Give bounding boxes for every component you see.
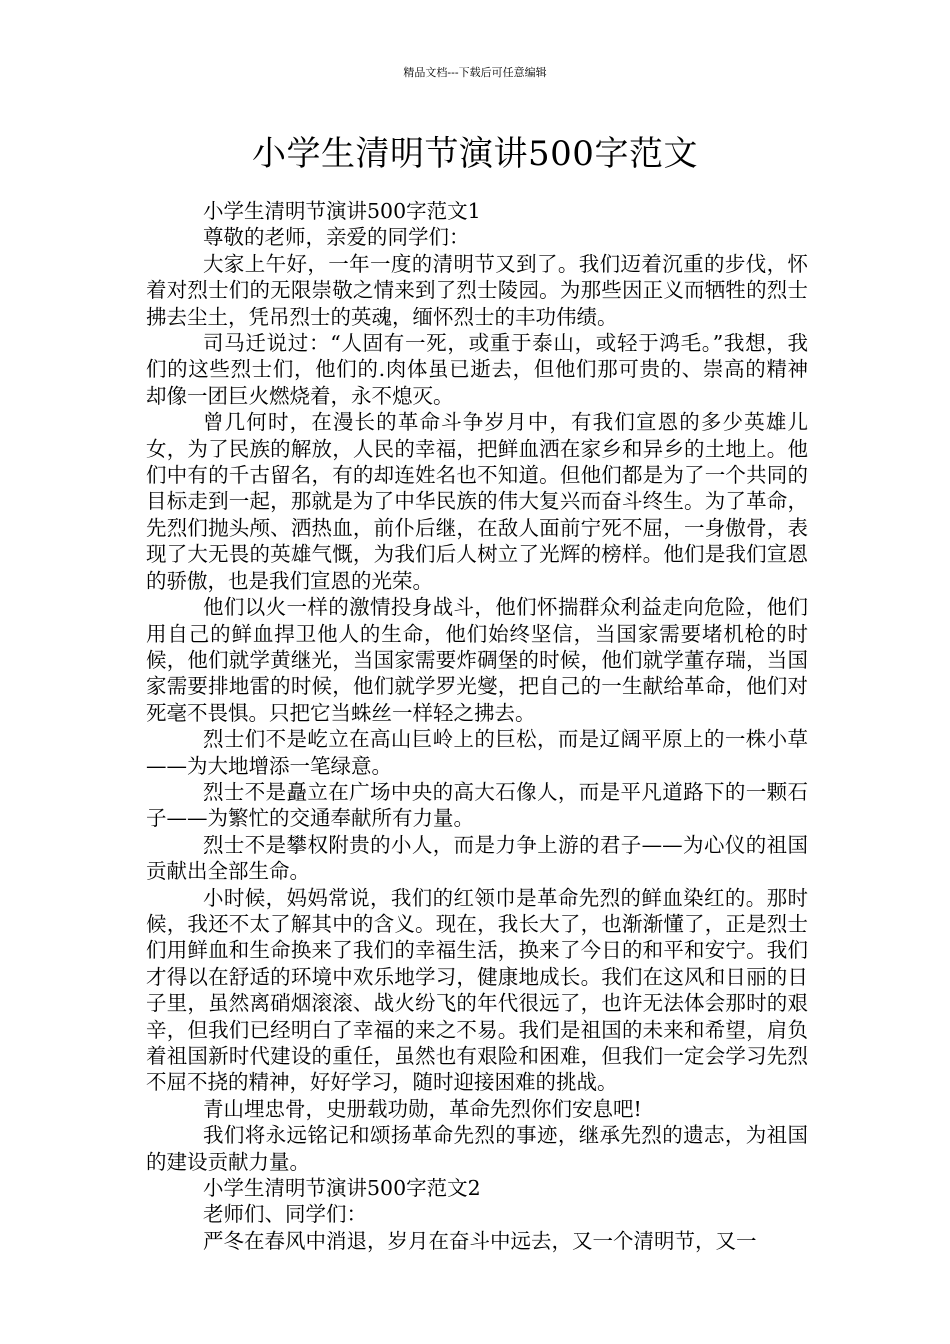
page-title: 小学生清明节演讲500字范文 <box>252 134 698 174</box>
paragraph: 烈士不是矗立在广场中央的高大石像人，而是平凡道路下的一颗石子——为繁忙的交通奉献所有力量。 <box>146 779 808 831</box>
subtitle-2: 小学生清明节演讲500字范文2 <box>203 1176 481 1201</box>
salutation-2: 老师们、同学们： <box>203 1202 367 1227</box>
paragraph: 曾几何时，在漫长的革命斗争岁月中，有我们宣恩的多少英雄儿女，为了民族的解放，人民的幸福，把鲜血洒在家乡和异乡的土地上。他们中有的千古留名，有的却连姓名也不知道。但他们都是为了一个共同的目标走到一起，那就是为了中华民族的伟大复兴而奋斗终生。为了革命，先烈们抛头颅、洒热血，前仆后继，在敌人面前宁死不屈，一身傲骨，表现了大无畏的英雄气慨，为我们后人树立了光辉的榜样。他们是我们宣恩的骄傲，也是我们宣恩的光荣。 <box>146 410 808 593</box>
paragraph: 我们将永远铭记和颂扬革命先烈的事迹，继承先烈的遗志，为祖国的建设贡献力量。 <box>146 1123 808 1174</box>
subtitle-1: 小学生清明节演讲500字范文1 <box>203 199 481 223</box>
paragraph: 青山埋忠骨，史册载功勋，革命先烈你们安息吧! <box>203 1096 642 1121</box>
paragraph: 烈士不是攀权附贵的小人，而是力争上游的君子——为心仪的祖国贡献出全部生命。 <box>146 832 808 884</box>
paragraph: 烈士们不是屹立在高山巨岭上的巨松，而是辽阔平原上的一株小草——为大地增添一笔绿意。 <box>146 727 808 778</box>
salutation-1: 尊敬的老师，亲爱的同学们： <box>203 225 470 250</box>
paragraph: 小时候，妈妈常说，我们的红领巾是革命先烈的鲜血染红的。那时候，我还不太了解其中的含义。现在，我长大了，也渐渐懂了，正是烈士们用鲜血和生命换来了我们的幸福生活，换来了今日的和平和安宁。我们才得以在舒适的环境中欢乐地学习，健康地成长。我们在这风和日丽的日子里，虽然离硝烟滚滚、战火纷飞的年代很远了，也许无法体会那时的艰辛，但我们已经明白了幸福的来之不易。我们是祖国的未来和希望，肩负着祖国新时代建设的重任，虽然也有艰险和困难，但我们一定会学习先烈不屈不挠的精神，好好学习，随时迎接困难的挑战。 <box>146 885 808 1095</box>
paragraph: 大家上午好，一年一度的清明节又到了。我们迈着沉重的步伐，怀着对烈士们的无限崇敬之情来到了烈士陵园。为那些因正义而牺牲的烈士拂去尘土，凭吊烈士的英魂，缅怀烈士的丰功伟绩。 <box>146 251 808 329</box>
paragraph: 他们以火一样的激情投身战斗，他们怀揣群众利益走向危险，他们用自己的鲜血捍卫他人的生命，他们始终坚信，当国家需要堵机枪的时候，他们就学黄继光，当国家需要炸碉堡的时候，他们就学董存瑞，当国家需要排地雷的时候，他们就学罗光燮，把自己的一生献给革命，他们对死毫不畏惧。只把它当蛛丝一样轻之拂去。 <box>146 595 808 725</box>
paragraph: 严冬在春风中消退，岁月在奋斗中远去，又一个清明节，又一 <box>203 1228 757 1253</box>
document-body <box>146 198 808 1254</box>
page-header: 精品文档---下载后可任意编辑 <box>403 66 547 79</box>
paragraph: 司马迁说过：“人固有一死，或重于泰山，或轻于鸿毛。”我想，我们的这些烈士们，他们的.肉体虽已逝去，但他们那可贵的、崇高的精神却像一团巨火燃烧着，永不熄灭。 <box>146 331 808 408</box>
